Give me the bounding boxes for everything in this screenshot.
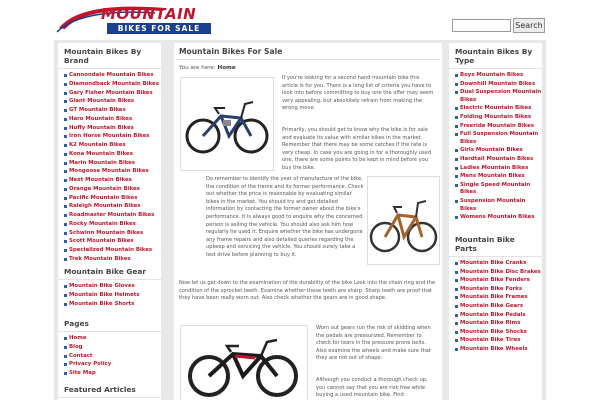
paragraph-2: Primarily, you should get to know why the bike is for sale and evaluate its value with similar bikes in the market. Remember that there may be some catches if the rate is very cheap. In case you are going in for a thoroughly used one, there are some points to be kept in mind before you buy the bike. [282, 127, 432, 171]
search-button[interactable]: Search [513, 18, 545, 33]
sidebar-link[interactable]: Suspension Mountain Bikes [455, 197, 542, 213]
page-title: Mountain Bikes For Sale [179, 47, 283, 56]
title-divider [176, 59, 440, 60]
sidebar-link[interactable]: Contact [64, 352, 161, 361]
sidebar-link[interactable]: Folding Mountain Bikes [455, 113, 542, 122]
type-widget-title: Mountain Bikes By Type [449, 45, 542, 69]
sidebar-link[interactable]: Kona Mountain Bikes [64, 150, 161, 159]
gear-widget [58, 265, 161, 308]
logo-text-top: MOUNTAIN [101, 5, 197, 23]
left-sidebar [58, 43, 161, 400]
sidebar-link[interactable]: Downhill Mountain Bikes [455, 80, 542, 89]
paragraph-4: Now let us get down to the examination of the durability of the bike Look into the chain ring and the condition of the sprocket teeth. Examine whether these teeth are sharp. Sharp teeth are proof that they have been really worn out. Also check whether the gears are in good shape. [179, 280, 436, 302]
sidebar-link[interactable]: Mountain Bike Frames [455, 293, 542, 302]
sidebar-link[interactable]: Diamondback Mountain Bikes [64, 80, 161, 89]
sidebar-link[interactable]: Huffy Mountain Bikes [64, 124, 161, 133]
brand-widget-title: Mountain Bikes By Brand [58, 45, 161, 69]
sidebar-link[interactable]: Mountain Bike Shorts [64, 300, 161, 309]
sidebar-link[interactable]: Mountain Bike Disc Brakes [455, 268, 542, 277]
sidebar-link[interactable]: Mountain Bike Pedals [455, 311, 542, 320]
sidebar-link[interactable]: Rocky Mountain Bikes [64, 220, 161, 229]
sidebar-link[interactable]: Trek Mountain Bikes [64, 255, 161, 264]
sidebar-link[interactable]: Boys Mountain Bikes [455, 71, 542, 80]
sidebar-link[interactable]: Cannondale Mountain Bikes [64, 71, 161, 80]
bike-image-1 [180, 77, 274, 171]
pages-list [58, 332, 161, 378]
search-input[interactable] [452, 19, 511, 32]
breadcrumb [179, 65, 236, 71]
sidebar-link[interactable]: Site Map [64, 369, 161, 378]
sidebar-link[interactable]: Mountain Bike Wheels [455, 345, 542, 354]
sidebar-link[interactable]: Girls Mountain Bikes [455, 146, 542, 155]
breadcrumb-home[interactable]: Home [217, 65, 236, 71]
sidebar-link[interactable]: Blog [64, 343, 161, 352]
wooden-bike-icon [368, 177, 439, 264]
featured-widget [58, 383, 161, 398]
parts-widget-title: Mountain Bike Parts [449, 233, 542, 257]
site-header [0, 0, 600, 40]
type-widget [449, 45, 542, 222]
sidebar-link[interactable]: Mountain Bike Rims [455, 319, 542, 328]
bike-image-3 [180, 325, 308, 400]
breadcrumb-prefix: You are here: [179, 65, 216, 71]
sidebar-link[interactable]: Raleigh Mountain Bikes [64, 202, 161, 211]
mountain-bike-icon [181, 78, 273, 170]
sidebar-link[interactable]: Mountain Bike Fenders [455, 276, 542, 285]
sidebar-link[interactable]: GT Mountain Bikes [64, 106, 161, 115]
main-content [174, 43, 442, 400]
sidebar-link[interactable]: Mountain Bike Forks [455, 285, 542, 294]
sidebar-link[interactable]: Pacific Mountain Bikes [64, 194, 161, 203]
gear-widget-title: Mountain Bike Gear [58, 265, 161, 280]
sidebar-link[interactable]: Mountain Bike Gloves [64, 282, 161, 291]
sidebar-link[interactable]: Mountain Bike Gears [455, 302, 542, 311]
gear-list [58, 280, 161, 308]
sidebar-link[interactable]: Mongoose Mountain Bikes [64, 167, 161, 176]
sidebar-link[interactable]: Privacy Policy [64, 360, 161, 369]
sidebar-link[interactable]: Electric Mountain Bikes [455, 104, 542, 113]
sidebar-link[interactable]: Single Speed Mountain Bikes [455, 181, 542, 197]
sidebar-link[interactable]: K2 Mountain Bikes [64, 141, 161, 150]
type-list [449, 69, 542, 222]
sidebar-link[interactable]: Scott Mountain Bikes [64, 237, 161, 246]
paragraph-6: Although you conduct a thorough check up, you cannot say that you are risk free while buying a used mountain bike. Find [316, 377, 428, 399]
sidebar-link[interactable]: Dual Suspension Mountain Bikes [455, 88, 542, 104]
pages-widget-title: Pages [58, 317, 161, 332]
downhill-bike-icon [181, 326, 307, 400]
sidebar-link[interactable]: Marin Mountain Bikes [64, 159, 161, 168]
sidebar-link[interactable]: Freeride Mountain Bikes [455, 122, 542, 131]
sidebar-link[interactable]: Iron Horse Mountain Bikes [64, 132, 161, 141]
sidebar-link[interactable]: Specialized Mountain Bikes [64, 246, 161, 255]
sidebar-link[interactable]: Ladies Mountain Bikes [455, 164, 542, 173]
pages-widget [58, 317, 161, 378]
logo-text-bottom: BIKES FOR SALE [107, 23, 211, 34]
sidebar-link[interactable]: Mountain Bike Shocks [455, 328, 542, 337]
parts-widget [449, 233, 542, 354]
sidebar-link[interactable]: Hardtail Mountain Bikes [455, 155, 542, 164]
sidebar-link[interactable]: Giant Mountain Bikes [64, 97, 161, 106]
sidebar-link[interactable]: Mens Mountain Bikes [455, 172, 542, 181]
sidebar-link[interactable]: Mountain Bike Helmets [64, 291, 161, 300]
paragraph-1: If you're looking for a second hand mountain bike this article is for you. There is a long list of criteria you have to look into before committing to buy one the offer may seem very appealing, but absolutely refrain from making the wrong move. [282, 75, 434, 112]
brand-widget [58, 45, 161, 264]
sidebar-link[interactable]: Mountain Bike Tires [455, 336, 542, 345]
sidebar-link[interactable]: Roadmaster Mountain Bikes [64, 211, 161, 220]
sidebar-link[interactable]: Full Suspension Mountain Bikes [455, 130, 542, 146]
sidebar-link[interactable]: Mountain Bike Cranks [455, 259, 542, 268]
brand-list [58, 69, 161, 264]
paragraph-5: Worn out gears run the risk of skidding when the pedals are pressurized. Remember to check for tears in the pressure prone belts. Also examine the wheels and make sure that they are not out of shape. [316, 325, 431, 362]
sidebar-link[interactable]: Home [64, 334, 161, 343]
featured-widget-title: Featured Articles [58, 383, 161, 398]
sidebar-link[interactable]: Haro Mountain Bikes [64, 115, 161, 124]
sidebar-link[interactable]: Gary Fisher Mountain Bikes [64, 89, 161, 98]
paragraph-3: Do remember to identify the year of manufacture of the bike, the condition of the frame and its former performance. Check out whether the price is reasonable by evaluating similar bikes in the market. You should try and get detailed information by contacting the former owner about the bike's performance. It is always good to enquire why the concerned person is selling the vehicle. You should also ask him how regularly he used it. Enquire whether the bike has undergone any frame repairs and also detailed queries regarding the upkeep and servicing the vehicle. You should surely take a test drive before planning to buy it. [206, 176, 364, 258]
bike-image-2 [367, 176, 440, 265]
right-sidebar [449, 43, 542, 400]
site-logo[interactable] [55, 2, 215, 38]
sidebar-link[interactable]: Schwinn Mountain Bikes [64, 229, 161, 238]
sidebar-link[interactable]: Womens Mountain Bikes [455, 213, 542, 222]
sidebar-link[interactable]: Next Mountain Bikes [64, 176, 161, 185]
parts-list [449, 257, 542, 354]
sidebar-link[interactable]: Orange Mountain Bikes [64, 185, 161, 194]
